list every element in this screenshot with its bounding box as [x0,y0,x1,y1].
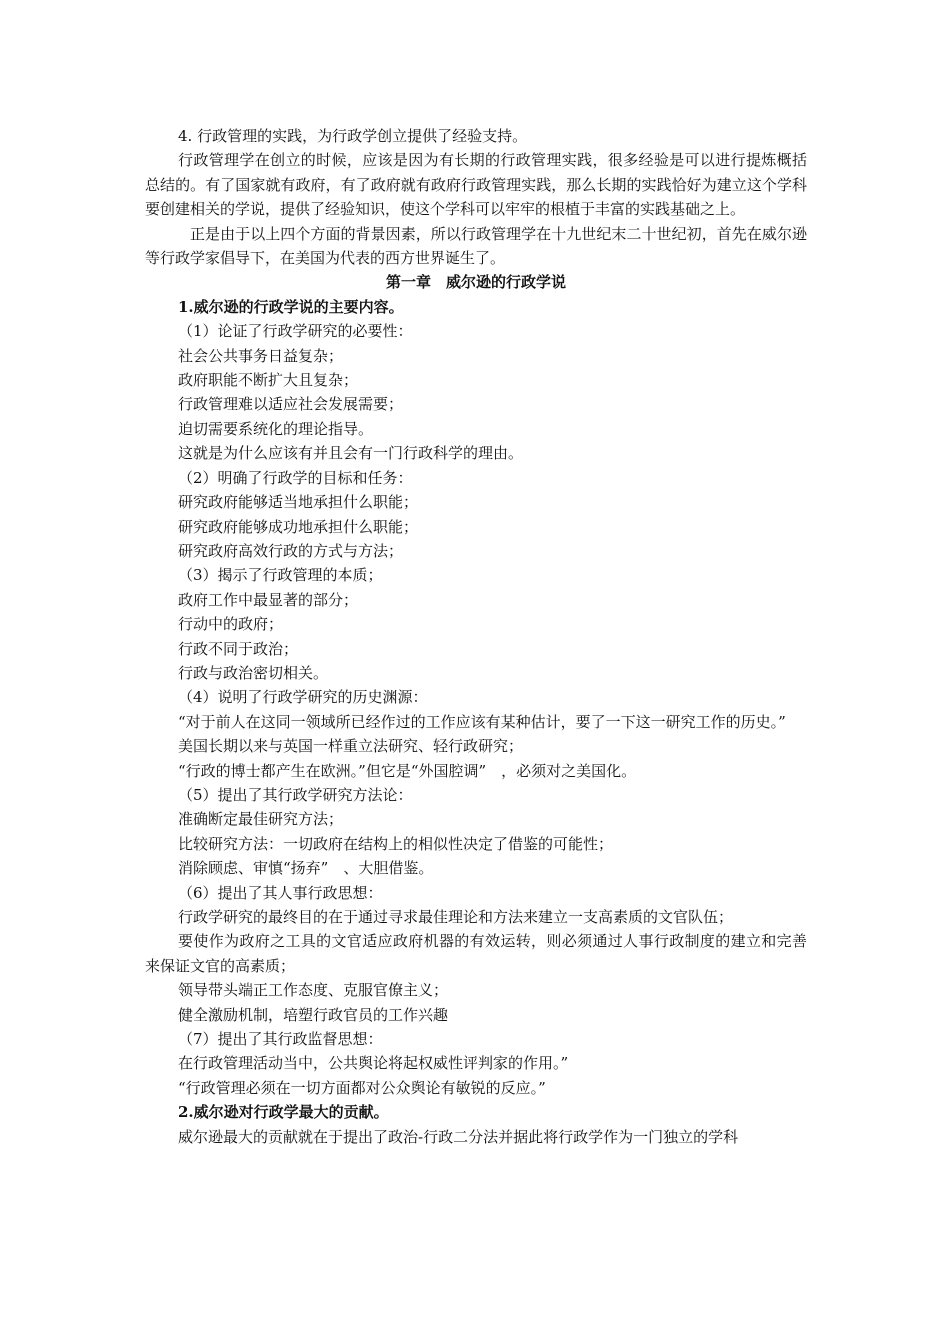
paragraph: 行政学研究的最终目的在于通过寻求最佳理论和方法来建立一支高素质的文官队伍； [178,908,734,926]
paragraph: 迫切需要系统化的理论指导。 [178,419,374,438]
paragraph: 威尔逊最大的贡献就在于提出了政治-行政二分法并据此将行政学作为一门独立的学科 [178,1127,739,1146]
paragraph: “行政的博士都产生在欧洲。”但它是“外国腔调” ，必须对之美国化。 [178,761,637,780]
paragraph: 正是由于以上四个方面的背景因素，所以行政管理学在十九世纪末二十世纪初，首先在威尔逊等行政学家倡导下，在美国为代表的西方世界诞生了。 [145,224,807,268]
paragraph: （6）提出了其人事行政思想： [178,883,383,902]
paragraph: （7）提出了其行政监督思想： [178,1030,383,1049]
paragraph: （1）论证了行政学研究的必要性： [178,322,413,341]
paragraph: （2）明确了行政学的目标和任务： [178,468,413,487]
paragraph: 要使作为政府之工具的文官适应政府机器的有效运转，则必须通过人事行政制度的建立和完善来保证文官的高素质； [145,932,807,975]
paragraph: （3）揭示了行政管理的本质； [178,566,383,585]
chapter-heading: 第一章 威尔逊的行政学说 [385,273,566,292]
document-page [145,124,807,1149]
paragraph: 比较研究方法：一切政府在结构上的相似性决定了借鉴的可能性； [178,834,614,853]
paragraph: 美国长期以来与英国一样重立法研究、轻行政研究； [178,737,524,756]
paragraph: 行动中的政府； [178,615,284,634]
paragraph: 研究政府高效行政的方式与方法； [178,541,404,560]
paragraph: 行政管理难以适应社会发展需要； [178,395,404,414]
section-heading: 2.威尔逊对行政学最大的贡献。 [178,1103,389,1122]
paragraph: 政府工作中最显著的部分； [178,590,359,609]
paragraph: 行政管理学在创立的时候，应该是因为有长期的行政管理实践，很多经验是可以进行提炼概括总结的。有了国家就有政府，有了政府就有政府行政管理实践，那么长期的实践恰好为建立这个学科要创建相关的学说，提供了经验知识，使这个学科可以牢牢的根植于丰富的实践基础之上。 [145,151,807,219]
paragraph: 社会公共事务日益复杂； [178,346,344,365]
paragraph: （5）提出了其行政学研究方法论： [178,785,413,804]
section-heading: 1.威尔逊的行政学说的主要内容。 [178,297,404,316]
paragraph: 政府职能不断扩大且复杂； [178,371,359,390]
paragraph: 研究政府能够成功地承担什么职能； [178,517,419,536]
paragraph: 在行政管理活动当中，公共舆论将起权威性评判家的作用。” [178,1054,569,1073]
paragraph: 准确断定最佳研究方法； [178,810,344,829]
paragraph: 行政与政治密切相关。 [178,663,329,682]
paragraph: 消除顾虑、审慎“扬弃” 、大胆借鉴。 [178,859,434,878]
paragraph: 领导带头端正工作态度、克服官僚主义； [178,981,449,1000]
paragraph: “行政管理必须在一切方面都对公众舆论有敏锐的反应。” [178,1078,546,1097]
paragraph: 健全激励机制，培塑行政官员的工作兴趣 [178,1005,449,1024]
paragraph: （4）说明了行政学研究的历史渊源： [178,688,428,707]
paragraph: “对于前人在这同一领域所已经作过的工作应该有某种估计，要了一下这一研究工作的历史。” [178,712,786,731]
paragraph: 研究政府能够适当地承担什么职能； [178,493,419,512]
paragraph: 行政不同于政治； [178,639,299,658]
paragraph: 4. 行政管理的实践，为行政学创立提供了经验支持。 [178,127,528,145]
paragraph: 这就是为什么应该有并且会有一门行政科学的理由。 [178,444,524,463]
